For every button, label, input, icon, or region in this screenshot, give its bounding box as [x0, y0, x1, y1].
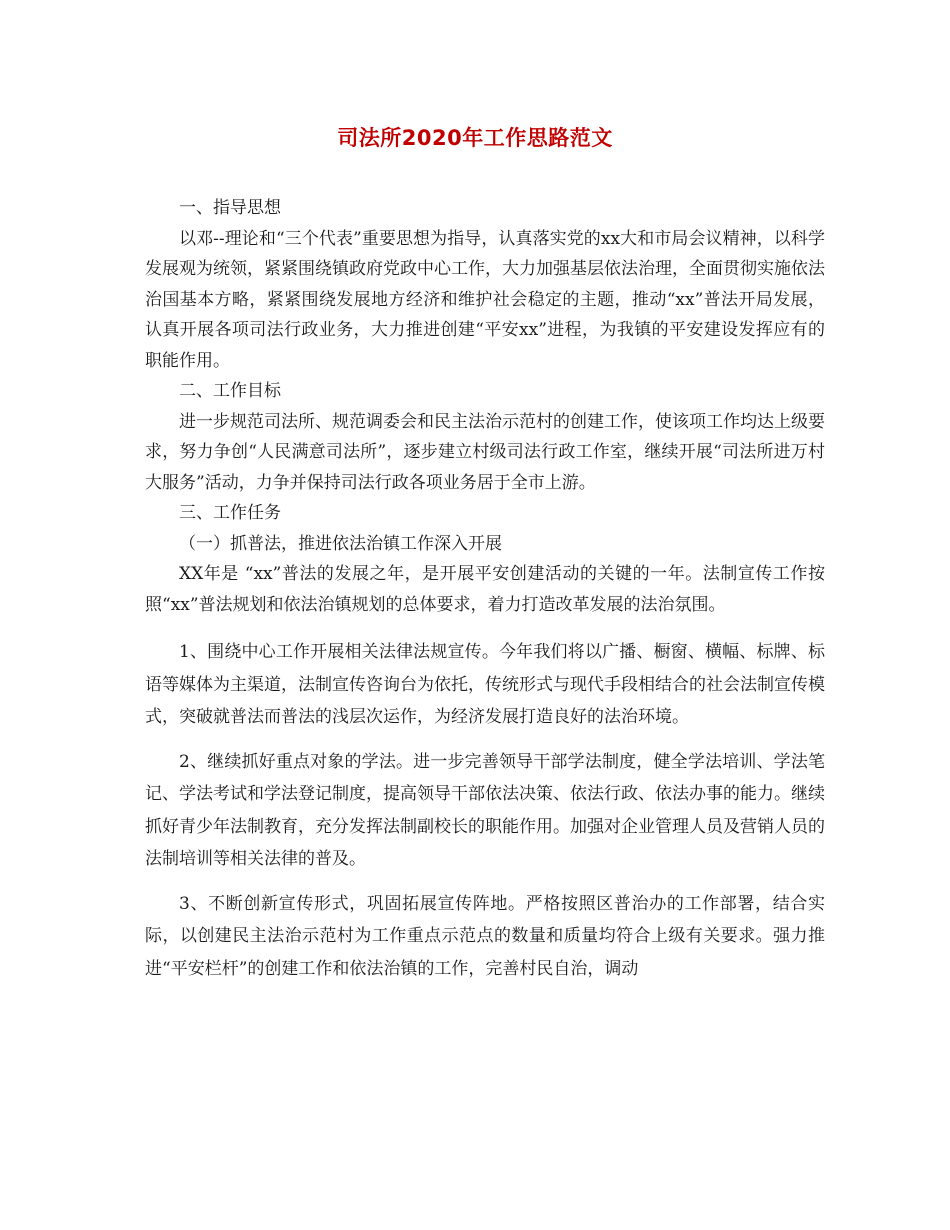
- heading-work-goals: 二、工作目标: [179, 381, 281, 401]
- subheading-legal-education: （一）抓普法，推进依法治镇工作深入开展: [179, 533, 502, 554]
- document-body: [145, 193, 825, 985]
- paragraph-legal-education: XX年是 “xx”普法的发展之年，是开展平安创建活动的关键的一年。法制宣传工作按照“xx”普法规划和依法治镇规划的总体要求，着力打造改革发展的法治氛围。: [145, 564, 825, 615]
- list-item-2: 2、继续抓好重点对象的学法。进一步完善领导干部学法制度，健全学法培训、学法笔记、学法考试和学法登记制度，提高领导干部依法决策、依法行政、依法办事的能力。继续抓好青少年法制教育，充分发挥法制副校长的职能作用。加强对企业管理人员及营销人员的法制培训等相关法律的普及。: [145, 751, 825, 869]
- document-title: 司法所2020年工作思路范文: [337, 126, 613, 150]
- paragraph-guiding-ideology: 以邓--理论和“三个代表”重要思想为指导，认真落实党的xx大和市局会议精神，以科学发展观为统领，紧紧围绕镇政府党政中心工作，大力加强基层依法治理，全面贯彻实施依法治国基本方略，紧紧围绕发展地方经济和维护社会稳定的主题，推动“xx”普法开局发展，认真开展各项司法行政业务，大力推进创建“平安xx”进程，为我镇的平安建设发挥应有的职能作用。: [145, 228, 825, 371]
- list-item-3: 3、不断创新宣传形式，巩固拓展宣传阵地。严格按照区普治办的工作部署，结合实际，以创建民主法治示范村为工作重点示范点的数量和质量均符合上级有关要求。强力推进“平安栏杆”的创建工作和依法治镇的工作，完善村民自治，调动: [145, 893, 825, 979]
- list-item-1: 1、围绕中心工作开展相关法律法规宣传。今年我们将以广播、橱窗、横幅、标牌、标语等媒体为主渠道，法制宣传咨询台为依托，传统形式与现代手段相结合的社会法制宣传模式，突破就普法而普法的浅层次运作，为经济发展打造良好的法治环境。: [145, 642, 825, 727]
- heading-work-tasks: 三、工作任务: [179, 503, 281, 523]
- paragraph-work-goals: 进一步规范司法所、规范调委会和民主法治示范村的创建工作，使该项工作均达上级要求，努力争创“人民满意司法所”，逐步建立村级司法行政工作室，继续开展“司法所进万村大服务”活动，力争并保持司法行政各项业务居于全市上游。: [145, 411, 825, 493]
- heading-guiding-ideology: 一、指导思想: [179, 198, 281, 218]
